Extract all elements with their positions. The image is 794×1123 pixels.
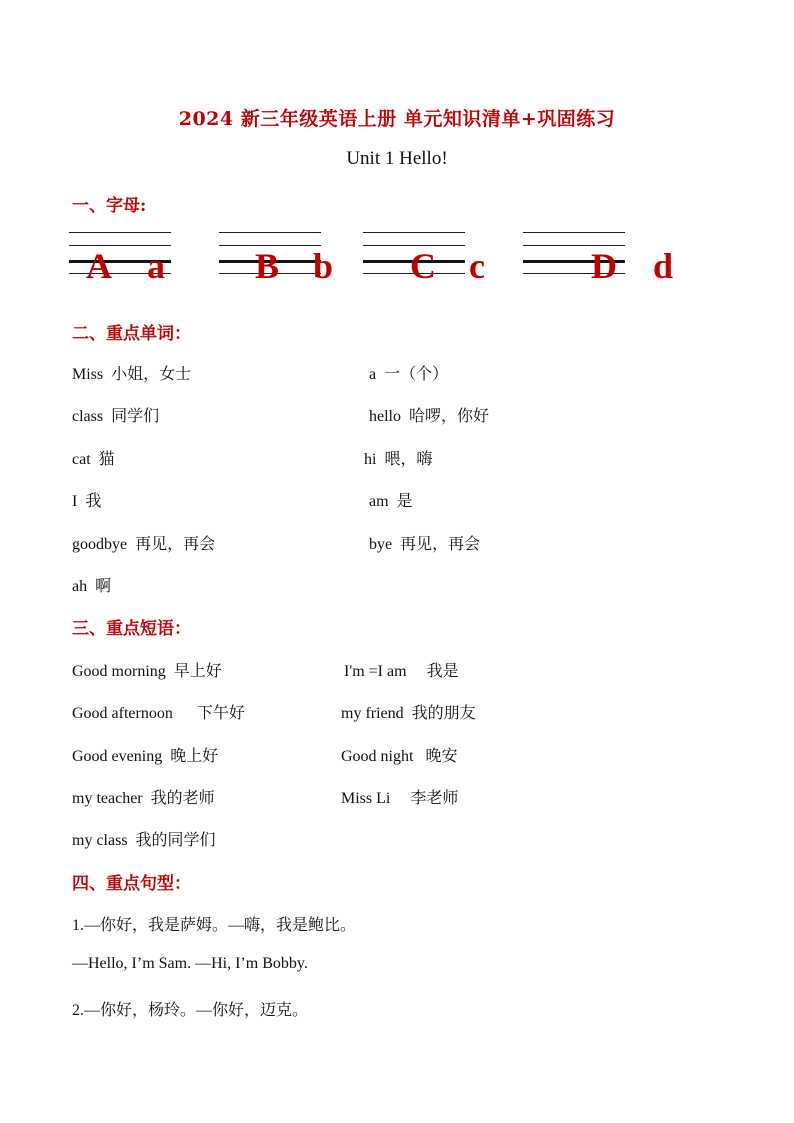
phrase-en: my friend (341, 705, 404, 722)
phrase-item (341, 785, 458, 808)
word-item (369, 531, 480, 554)
phrase-en: Good afternoon (72, 705, 173, 722)
phrase-item (341, 743, 457, 766)
word-en: goodbye (72, 536, 128, 553)
word-en: a (369, 366, 377, 383)
page-title: 2024 新三年级英语上册 单元知识清单+巩固练习 (178, 108, 616, 130)
phrase-zh: 早上好 (173, 663, 222, 680)
sentence-line: —Hello, I’m Sam. —Hi, I’m Bobby. (72, 955, 308, 972)
phrase-zh: 我的同学们 (135, 832, 216, 849)
word-en: am (369, 493, 389, 510)
word-en: hi (364, 451, 377, 468)
sentence-line: 1.—你好，我是萨姆。—嗨，我是鲍比。 (72, 917, 357, 934)
phrase-zh: 晚上好 (170, 748, 219, 765)
word-zh: 再见，再会 (135, 536, 216, 553)
word-en: bye (369, 536, 393, 553)
word-item (369, 488, 413, 511)
words-heading: 二、重点单词： (72, 324, 191, 344)
phrase-item (72, 785, 215, 808)
word-zh: 哈啰，你好 (409, 408, 490, 425)
word-item (364, 446, 432, 469)
sentence-line: 2.—你好，杨玲。—你好，迈克。 (72, 1002, 309, 1019)
phrase-en: I'm =I am (344, 663, 407, 680)
letter-lower: a (147, 246, 165, 286)
letter-upper: B (255, 246, 280, 286)
phrase-item (344, 658, 459, 681)
phrase-item (341, 700, 476, 723)
phrase-en: Good evening (72, 748, 163, 765)
letter-upper: C (410, 246, 436, 286)
phrase-zh: 我的老师 (150, 790, 215, 807)
word-zh: 再见，再会 (400, 536, 481, 553)
word-en: cat (72, 451, 91, 468)
word-zh: 喂，嗨 (384, 451, 433, 468)
phrase-zh: 我的朋友 (411, 705, 476, 722)
word-zh: 小姐，女士 (111, 366, 192, 383)
word-en: ah (72, 578, 88, 595)
letters-heading: 一、字母: (72, 196, 147, 216)
word-item (369, 403, 489, 426)
word-item (72, 403, 159, 426)
word-zh: 我 (85, 493, 102, 510)
phrase-en: Miss Li (341, 790, 391, 807)
word-en: Miss (72, 366, 104, 383)
word-item (72, 531, 215, 554)
word-item (72, 488, 101, 511)
phrases-heading: 三、重点短语： (72, 619, 191, 639)
word-zh: 猫 (98, 451, 115, 468)
phrase-item (72, 827, 216, 850)
word-en: class (72, 408, 104, 425)
phrase-zh: 晚安 (425, 748, 458, 765)
sentences-heading: 四、重点句型： (72, 874, 191, 894)
phrase-zh: 李老师 (410, 790, 459, 807)
phrase-item (72, 743, 218, 766)
phrase-en: Good morning (72, 663, 166, 680)
unit-title: Unit 1 Hello! (346, 148, 448, 169)
phrase-item (72, 658, 222, 681)
phrase-item (72, 700, 245, 723)
word-zh: 同学们 (111, 408, 160, 425)
word-en: I (72, 493, 78, 510)
letter-upper: D (591, 246, 617, 286)
word-zh: 是 (396, 493, 413, 510)
phrase-zh: 下午好 (196, 705, 245, 722)
phrase-en: my teacher (72, 790, 143, 807)
letter-lower: b (313, 246, 334, 286)
word-zh: 啊 (95, 578, 112, 595)
word-item (72, 446, 115, 469)
phrase-en: Good night (341, 748, 414, 765)
phrase-en: my class (72, 832, 128, 849)
letter-upper: A (86, 246, 112, 286)
letter-lower: d (653, 246, 674, 286)
word-item (72, 573, 111, 596)
letter-lower: c (469, 246, 485, 286)
word-item (72, 361, 191, 384)
word-zh: 一（个） (384, 366, 449, 383)
word-item (369, 361, 448, 384)
word-en: hello (369, 408, 401, 425)
phrase-zh: 我是 (426, 663, 459, 680)
